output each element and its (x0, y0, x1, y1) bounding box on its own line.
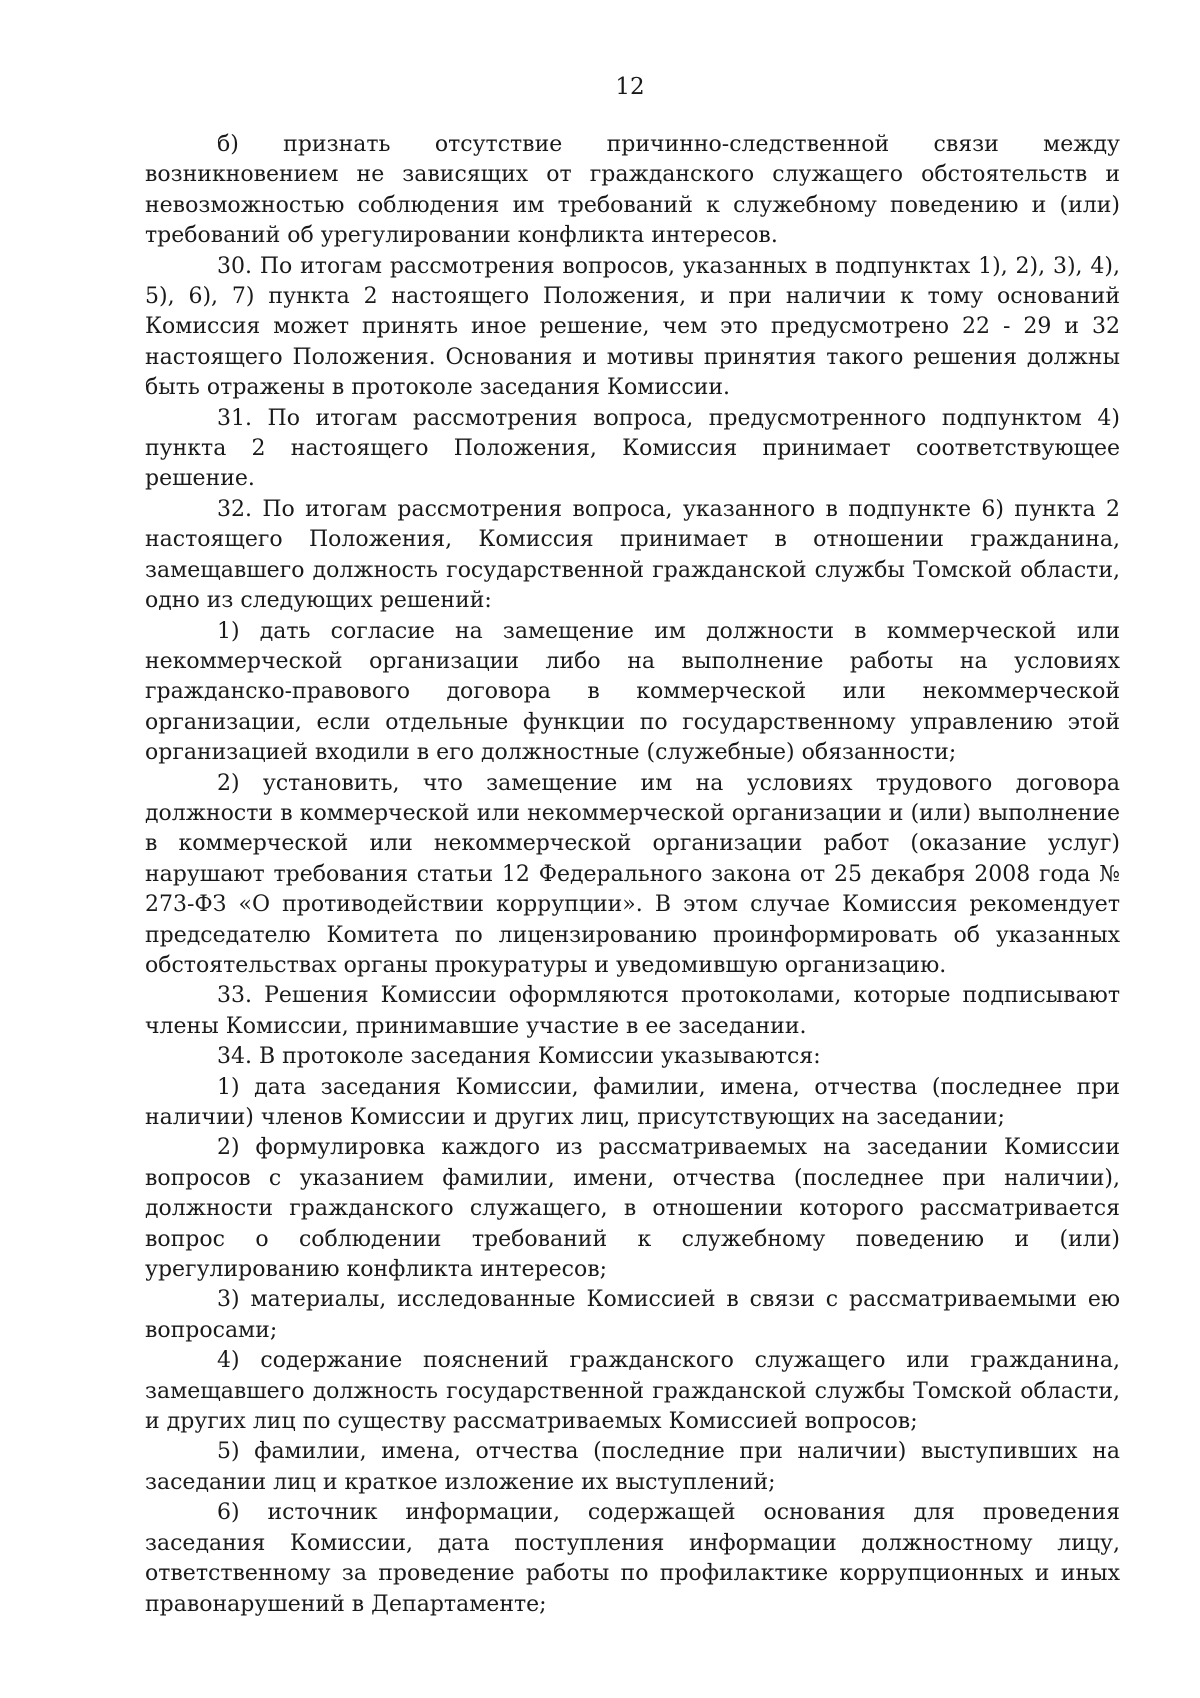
paragraph-34-item-2: 2) формулировка каждого из рассматриваемых на заседании Комиссии вопросов с указанием фамилии, имени, отчества (последнее при наличии), должности гражданского служащего, в отношении которого рассматривается вопрос о соблюдении требований к служебному поведению и (или) урегулированию конфликта интересов; (145, 1135, 1120, 1283)
paragraph-34-item-1: 1) дата заседания Комиссии, фамилии, имена, отчества (последнее при наличии) членов Комиссии и других лиц, присутствующих на заседании; (145, 1074, 1120, 1130)
paragraph-34-item-4: 4) содержание пояснений гражданского служащего или гражданина, замещавшего должность государственной гражданской службы Томской области, и других лиц по существу рассматриваемых Комиссией вопросов; (145, 1348, 1120, 1435)
paragraph-34-item-3: 3) материалы, исследованные Комиссией в связи с рассматриваемыми ею вопросами; (145, 1287, 1120, 1343)
page-number: 12 (615, 74, 645, 100)
paragraph-32-item-2: 2) установить, что замещение им на условиях трудового договора должности в коммерческой или некоммерческой организации и (или) выполнение в коммерческой или некоммерческой организации работ (оказание услуг) нарушают требования статьи 12 Федерального закона от 25 декабря 2008 года № 273-ФЗ «О противодействии коррупции». В этом случае Комиссия рекомендует председателю Комитета по лицензированию проинформировать об указанных обстоятельствах органы прокуратуры и уведомившую организацию. (145, 770, 1120, 978)
paragraph-33: 33. Решения Комиссии оформляются протоколами, которые подписывают члены Комиссии, принимавшие участие в ее заседании. (145, 983, 1120, 1039)
paragraph-32-item-1: 1) дать согласие на замещение им должности в коммерческой или некоммерческой организации либо на выполнение работы на условиях гражданско-правового договора в коммерческой или некоммерческой организации, если отдельные функции по государственному управлению этой организацией входили в его должностные (служебные) обязанности; (145, 618, 1120, 766)
paragraph-30: 30. По итогам рассмотрения вопросов, указанных в подпунктах 1), 2), 3), 4), 5), 6), 7) пункта 2 настоящего Положения, и при наличии к тому оснований Комиссия может принять иное решение, чем это предусмотрено 22 - 29 и 32 настоящего Положения. Основания и мотивы принятия такого решения должны быть отражены в протоколе заседания Комиссии. (145, 253, 1120, 401)
paragraph-34-item-6: 6) источник информации, содержащей основания для проведения заседания Комиссии, дата поступления информации должностному лицу, ответственному за проведение работы по профилактике коррупционных и иных правонарушений в Департаменте; (145, 1500, 1120, 1617)
document-body (145, 130, 1120, 1620)
paragraph-34: 34. В протоколе заседания Комиссии указываются: (217, 1044, 821, 1070)
paragraph-31: 31. По итогам рассмотрения вопроса, предусмотренного подпунктом 4) пункта 2 настоящего Положения, Комиссия принимает соответствующее решение. (145, 405, 1120, 492)
paragraph-b-no-causal-link: б) признать отсутствие причинно-следственной связи между возникновением не зависящих от гражданского служащего обстоятельств и невозможностью соблюдения им требований к служебному поведению и (или) требований об урегулировании конфликта интересов. (145, 132, 1120, 249)
paragraph-32: 32. По итогам рассмотрения вопроса, указанного в подпункте 6) пункта 2 настоящего Положения, Комиссия принимает в отношении гражданина, замещавшего должность государственной гражданской службы Томской области, одно из следующих решений: (145, 496, 1120, 614)
paragraph-34-item-5: 5) фамилии, имена, отчества (последние при наличии) выступивших на заседании лиц и краткое изложение их выступлений; (145, 1439, 1120, 1495)
